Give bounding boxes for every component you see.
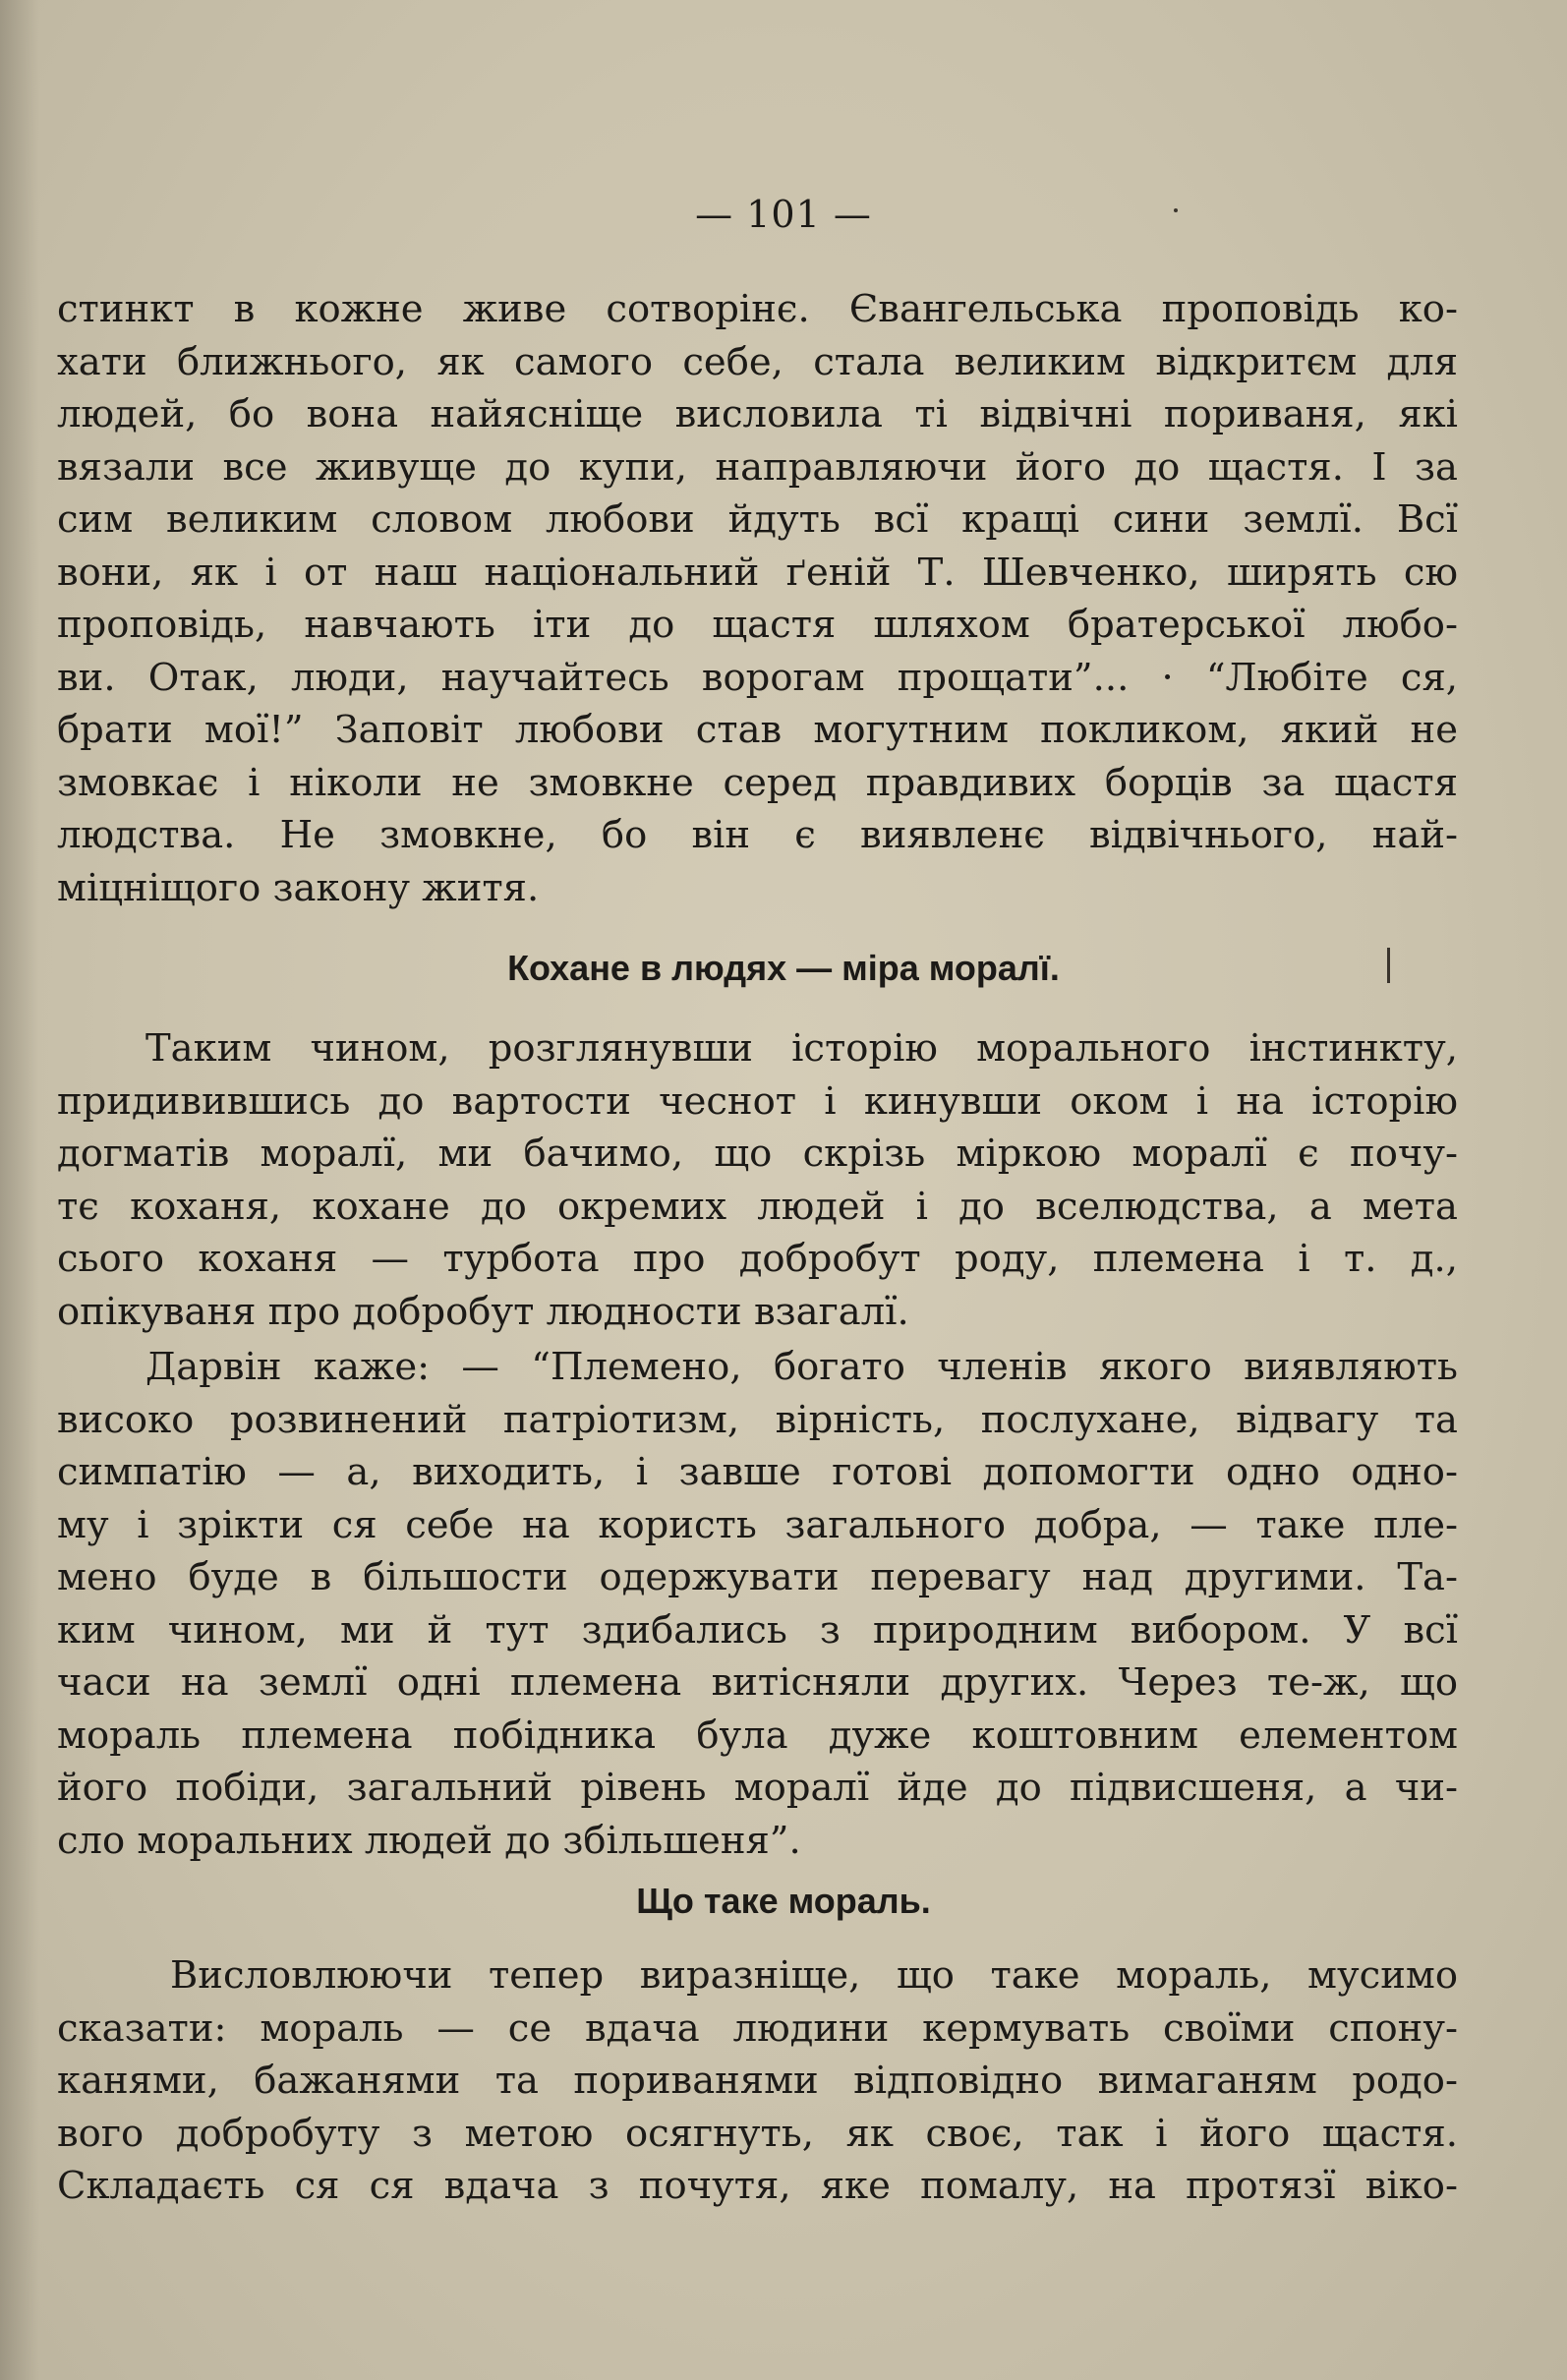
page-number: — 101 —	[695, 193, 872, 236]
text-line: мено буде в більшости одержувати перевагу над другими. Та-	[57, 1555, 1458, 1599]
page-edge-shadow	[0, 0, 39, 2380]
text-line: сим великим словом любови йдуть всї кращі сини землї. Всї	[57, 497, 1458, 542]
text-line: змовкає і ніколи не змовкне серед правдивих борців за щастя	[57, 760, 1458, 805]
section-heading: Кохане в людях — міра моралї.	[507, 948, 1060, 988]
text-line: брати мої!” Заповіт любови став могутним покликом, який не	[57, 708, 1458, 752]
text-line: догматів моралї, ми бачимо, що скрізь міркою моралї є почу-	[57, 1132, 1458, 1176]
print-mark	[1387, 948, 1390, 983]
text-line: вого добробуту з метою осягнуть, як своє, так і його щастя.	[57, 2111, 1458, 2156]
text-line: сло моральних людей до збільшеня”.	[57, 1818, 801, 1863]
text-line: му і зрікти ся себе на користь загального добра, — таке пле-	[57, 1502, 1458, 1547]
text-line: хати ближнього, як самого себе, стала великим відкритєм для	[57, 339, 1458, 384]
text-line: його побіди, загальний рівень моралї йде до підвисшеня, а чи-	[57, 1766, 1458, 1810]
print-mark	[1174, 208, 1178, 212]
text-line: стинкт в кожне живе сотворінє. Євангельська проповідь ко-	[57, 287, 1458, 331]
text-line: міцніщого закону житя.	[57, 865, 540, 910]
text-line: людей, бо вона найясніще висловила ті відвічні пориваня, які	[57, 392, 1458, 436]
text-line: симпатію — а, виходить, і завше готові допомогти одно одно-	[57, 1450, 1458, 1494]
text-line: Таким чином, розглянувши історію морального інстинкту,	[145, 1026, 1458, 1071]
section-heading: Що таке мораль.	[636, 1881, 931, 1921]
text-line: тє коханя, кохане до окремих людей і до вселюдства, а мета	[57, 1184, 1458, 1229]
text-line: вязали все живуще до купи, направляючи його до щастя. І за	[57, 444, 1458, 490]
text-line: сього коханя — турбота про добробут роду, племена і т. д.,	[57, 1237, 1458, 1281]
paragraph-4	[57, 1949, 1458, 2213]
text-line: канями, бажанями та пориванями відповідно вимаганям родо-	[57, 2059, 1458, 2103]
paragraph-3	[57, 1341, 1458, 1867]
text-line: часи на землї одні племена витісняли других. Через те-ж, що	[57, 1660, 1458, 1705]
text-line: Висловлюючи тепер виразніще, що таке мораль, мусимо	[170, 1953, 1458, 1998]
paragraph-1	[57, 283, 1458, 914]
text-line: проповідь, навчають іти до щастя шляхом братерської любо-	[57, 603, 1458, 647]
text-line: опікуваня про добробут людности взагалї.	[57, 1289, 909, 1334]
text-line: мораль племена побідника була дуже коштовним елементом	[57, 1712, 1458, 1758]
text-line: людства. Не змовкне, бо він є виявленє відвічнього, най-	[57, 813, 1458, 857]
text-line: Дарвін каже: — “Племено, богато членів якого виявляють	[145, 1345, 1458, 1389]
paragraph-2	[57, 1022, 1458, 1338]
text-line: ви. Отак, люди, научайтесь ворогам прощати”... · “Любіте ся,	[57, 655, 1458, 700]
text-line: сказати: мораль — се вдача людини кермувать своїми спону-	[57, 2005, 1458, 2051]
text-line: вони, як і от наш національний ґеній Т. Шевченко, ширять сю	[57, 550, 1458, 595]
text-line: високо розвинений патріотизм, вірність, послухане, відвагу та	[57, 1397, 1458, 1442]
text-line: придивившись до вартости чеснот і кинувши оком і на історію	[57, 1078, 1458, 1124]
text-line: ким чином, ми й тут здибались з природним вибором. У всї	[57, 1607, 1458, 1653]
text-line: Складаєть ся ся вдача з почутя, яке помалу, на протязї віко-	[57, 2164, 1458, 2208]
